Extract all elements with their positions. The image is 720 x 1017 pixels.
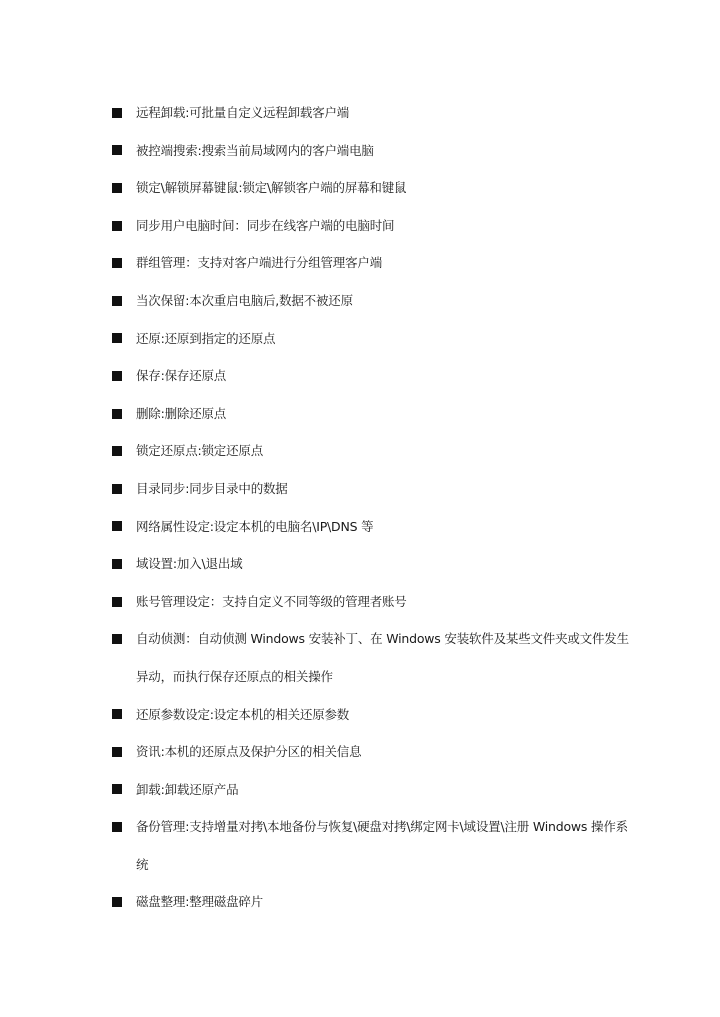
list-item-text: 保存:保存还原点 [136,368,227,384]
list-item [112,620,632,695]
list-item-text: 域设置:加入\退出域 [136,556,243,572]
list-item [112,883,632,921]
list-item [112,282,632,320]
list-item-text: 同步用户电脑时间：同步在线客户端的电脑时间 [136,217,395,233]
square-bullet-icon [112,108,122,118]
list-item [112,169,632,207]
list-item-text: 备份管理:支持增量对拷\本地备份与恢复\硬盘对拷\绑定网卡\域设置\注册 Windows 操作系统 [136,819,628,872]
list-item-text: 目录同步:同步目录中的数据 [136,480,288,496]
list-item-text: 还原:还原到指定的还原点 [136,330,276,346]
square-bullet-icon [112,634,122,644]
list-item-text: 资讯:本机的还原点及保护分区的相关信息 [136,744,362,760]
square-bullet-icon [112,709,122,719]
list-item-text: 卸载:卸载还原产品 [136,781,239,797]
square-bullet-icon [112,747,122,757]
square-bullet-icon [112,446,122,456]
square-bullet-icon [112,258,122,268]
list-item [112,395,632,433]
square-bullet-icon [112,484,122,494]
square-bullet-icon [112,145,122,155]
square-bullet-icon [112,183,122,193]
list-item [112,94,632,132]
list-item [112,132,632,170]
list-item [112,320,632,358]
list-item [112,808,632,883]
list-item [112,432,632,470]
square-bullet-icon [112,784,122,794]
list-item [112,244,632,282]
list-item-text: 锁定还原点:锁定还原点 [136,443,264,459]
list-item-text: 删除:删除还原点 [136,405,227,421]
square-bullet-icon [112,822,122,832]
list-item-text: 账号管理设定：支持自定义不同等级的管理者账号 [136,593,407,609]
list-item-text: 磁盘整理:整理磁盘碎片 [136,894,264,910]
list-item-text: 自动侦测：自动侦测 Windows 安装补丁、在 Windows 安装软件及某些文件夹或文件发生异动，而执行保存还原点的相关操作 [136,631,629,684]
list-item [112,733,632,771]
list-item [112,508,632,546]
list-item-text: 被控端搜索:搜索当前局域网内的客户端电脑 [136,142,374,158]
square-bullet-icon [112,597,122,607]
list-item-text: 锁定\解锁屏幕键鼠:锁定\解锁客户端的屏幕和键鼠 [136,180,407,196]
list-item [112,207,632,245]
list-item [112,771,632,809]
list-item-text: 远程卸载:可批量自定义远程卸载客户端 [136,105,350,120]
square-bullet-icon [112,897,122,907]
list-item-text: 还原参数设定:设定本机的相关还原参数 [136,706,350,722]
list-item [112,357,632,395]
square-bullet-icon [112,409,122,419]
list-item-text: 网络属性设定:设定本机的电脑名\IP\DNS 等 [136,518,374,534]
square-bullet-icon [112,371,122,381]
list-item [112,696,632,734]
list-item [112,545,632,583]
feature-list [112,94,632,921]
list-item [112,583,632,621]
square-bullet-icon [112,559,122,569]
square-bullet-icon [112,296,122,306]
square-bullet-icon [112,521,122,531]
square-bullet-icon [112,221,122,231]
list-item-text: 当次保留:本次重启电脑后,数据不被还原 [136,292,353,308]
list-item-text: 群组管理：支持对客户端进行分组管理客户端 [136,255,383,271]
list-item [112,470,632,508]
square-bullet-icon [112,333,122,343]
